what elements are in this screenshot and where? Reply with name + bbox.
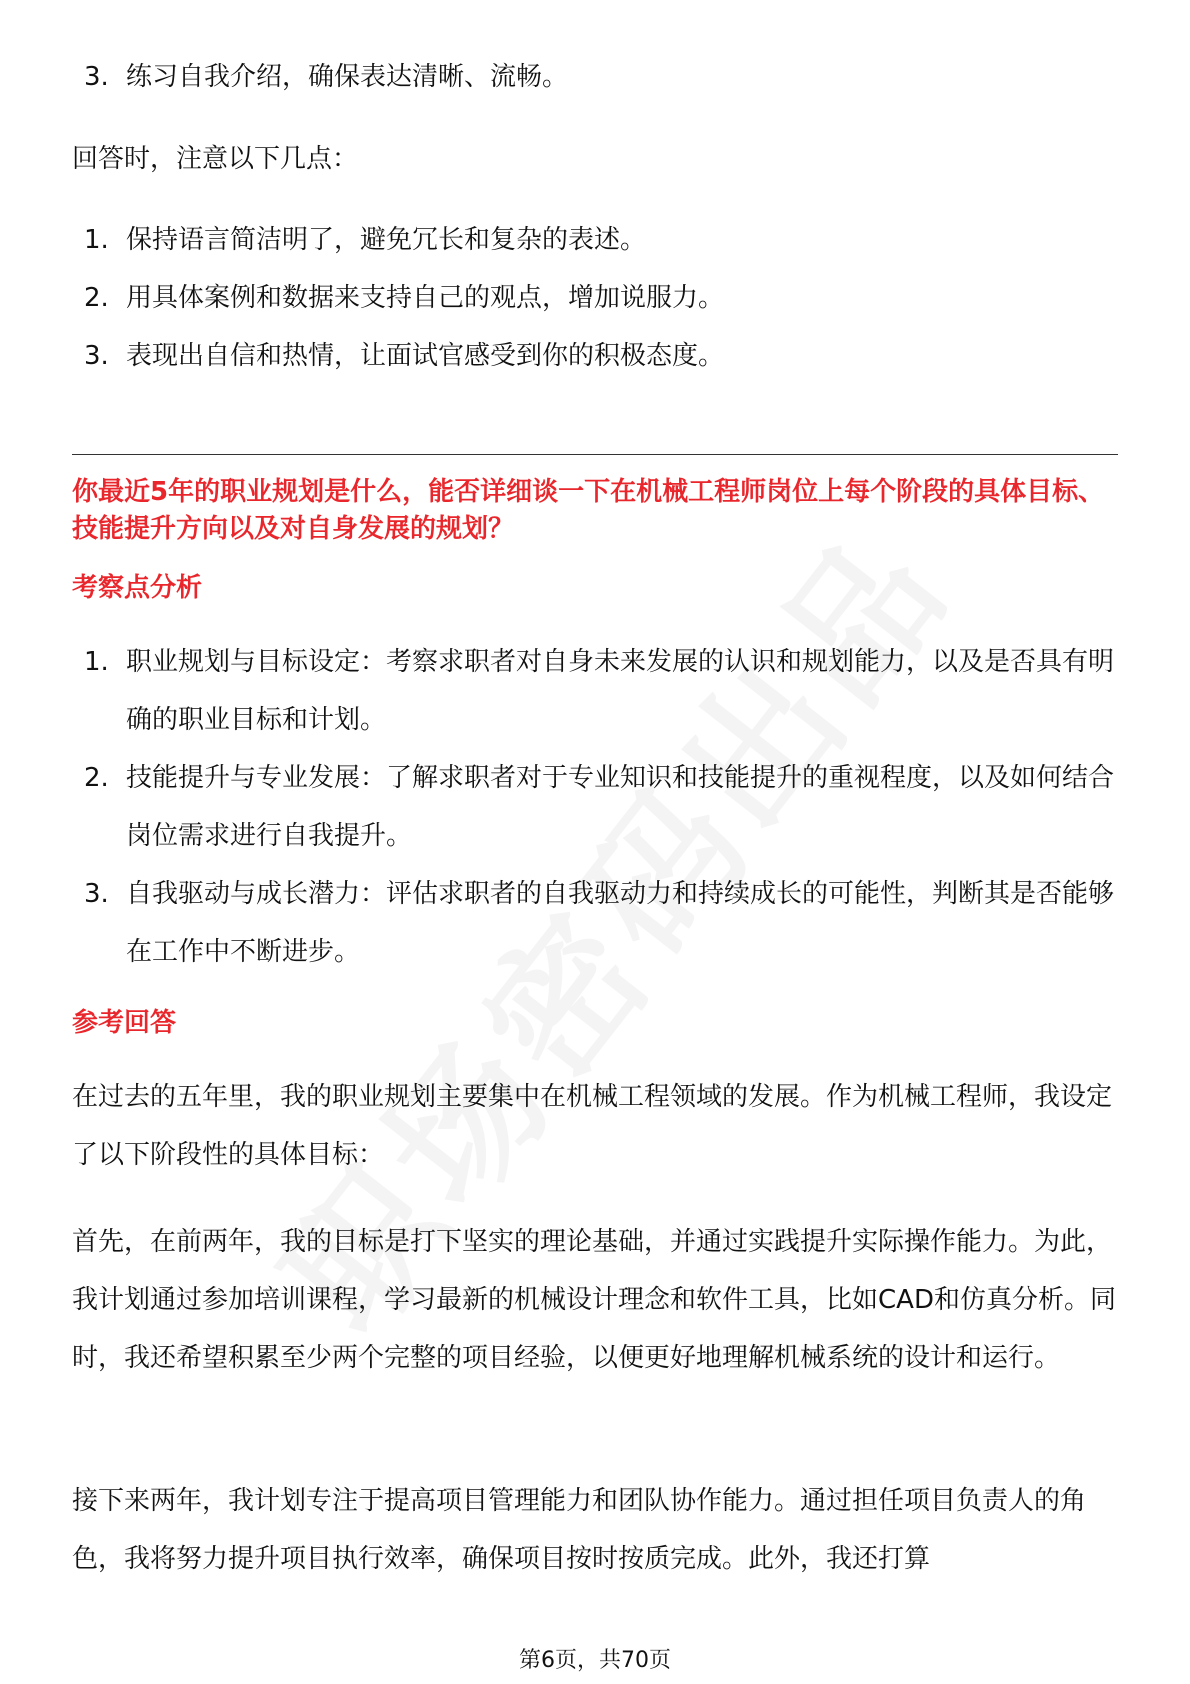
list-item: 1. 职业规划与目标设定：考察求职者对自身未来发展的认识和规划能力，以及是否具有明确的职业目标和计划。: [84, 647, 1115, 735]
list-item: 2. 技能提升与专业发展：了解求职者对于专业知识和技能提升的重视程度，以及如何结合岗位需求进行自我提升。: [84, 763, 1115, 851]
section-divider: [72, 454, 1118, 455]
notes-list: [72, 211, 1118, 385]
answer-paragraph: 在过去的五年里，我的职业规划主要集中在机械工程领域的发展。作为机械工程师，我设定了以下阶段性的具体目标：: [72, 1082, 1113, 1170]
list-item: 3. 练习自我介绍，确保表达清晰、流畅。: [84, 62, 569, 92]
interview-question: 你最近5年的职业规划是什么，能否详细谈一下在机械工程师岗位上每个阶段的具体目标、技能提升方向以及对自身发展的规划？: [72, 477, 1105, 544]
analysis-list: [72, 633, 1118, 981]
answer-heading: 参考回答: [72, 1008, 177, 1038]
answer-paragraph: 首先，在前两年，我的目标是打下坚实的理论基础，并通过实践提升实际操作能力。为此，我计划通过参加培训课程，学习最新的机械设计理念和软件工具，比如CAD和仿真分析。同时，我还希望积累至少两个完整的项目经验，以便更好地理解机械系统的设计和运行。: [72, 1227, 1116, 1373]
list-item: 2. 用具体案例和数据来支持自己的观点，增加说服力。: [84, 283, 725, 313]
list-item: 3. 自我驱动与成长潜力：评估求职者的自我驱动力和持续成长的可能性，判断其是否能够在工作中不断进步。: [84, 879, 1115, 967]
list-item: 1. 保持语言简洁明了，避免冗长和复杂的表述。: [84, 225, 647, 255]
list-item: 3. 表现出自信和热情，让面试官感受到你的积极态度。: [84, 341, 725, 371]
notes-intro: 回答时，注意以下几点：: [72, 144, 359, 174]
intro-list: [72, 48, 1118, 106]
page-number: 第6页，共70页: [519, 1648, 671, 1673]
analysis-heading: 考察点分析: [72, 573, 203, 603]
answer-paragraph: 接下来两年，我计划专注于提高项目管理能力和团队协作能力。通过担任项目负责人的角色，我将努力提升项目执行效率，确保项目按时按质完成。此外，我还打算: [72, 1486, 1087, 1574]
